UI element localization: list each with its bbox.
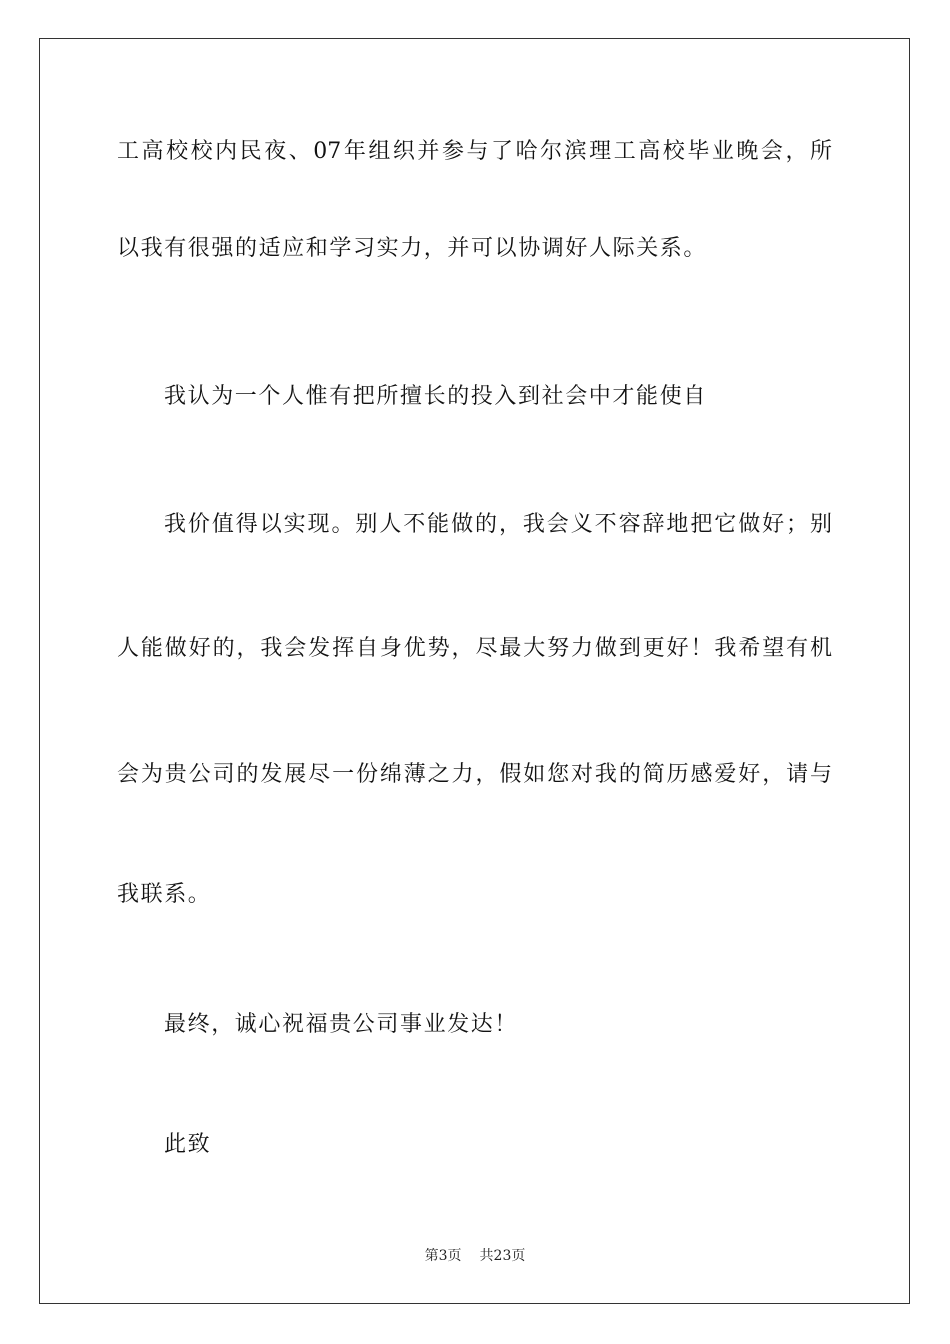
body-line-5: 人能做好的，我会发挥自身优势，尽最大努力做到更好！我希望有机	[117, 636, 832, 661]
page-footer	[0, 1246, 950, 1266]
body-line-7: 我联系。	[117, 882, 212, 907]
page-border	[39, 38, 910, 1304]
closing-wish: 最终，诚心祝福贵公司事业发达！	[164, 1012, 519, 1037]
page-total: 共23页	[479, 1248, 526, 1264]
page-number: 第3页	[424, 1248, 462, 1264]
body-line-2: 以我有很强的适应和学习实力，并可以协调好人际关系。	[117, 236, 708, 261]
body-line-4: 我价值得以实现。别人不能做的，我会义不容辞地把它做好；别	[164, 512, 832, 537]
salutation: 此致	[164, 1132, 212, 1157]
body-line-6: 会为贵公司的发展尽一份绵薄之力，假如您对我的简历感爱好，请与	[117, 762, 832, 787]
body-line-1: 工高校校内民夜、07年组织并参与了哈尔滨理工高校毕业晚会，所	[117, 139, 832, 164]
body-line-3: 我认为一个人惟有把所擅长的投入到社会中才能使自	[164, 384, 707, 409]
